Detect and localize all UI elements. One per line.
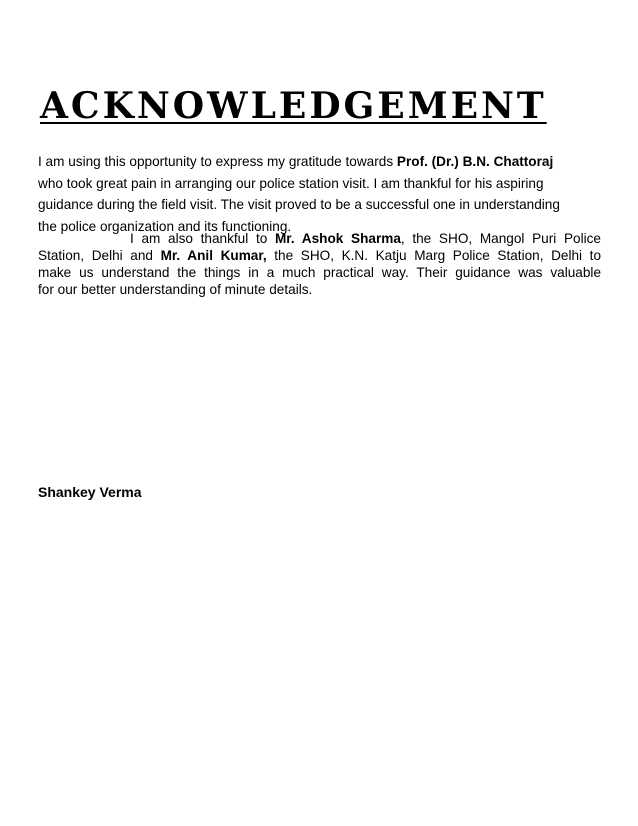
paragraph-text: Station, Delhi and [38,248,161,263]
paragraph-text: I am using this opportunity to express my gratitude towards [38,154,397,169]
paragraph-line: make us understand the things in a much practical way. Their guidance was valuable [38,265,601,280]
paragraph-thanks-sho [38,230,601,298]
sho-name-ashok-sharma: Mr. Ashok Sharma [274,231,401,246]
paragraph-line: who took great pain in arranging our police station visit. I am thankful for his aspiring [38,175,544,191]
paragraph-line [38,230,601,247]
paragraph-line: guidance during the field visit. The visit proved to be a successful one in understanding [38,197,560,212]
paragraph-line: for our better understanding of minute details. [38,282,313,297]
professor-name: Prof. (Dr.) B.N. Chattoraj [396,154,554,169]
page-title: ACKNOWLEDGEMENT [40,85,547,127]
paragraph-gratitude [38,151,606,237]
sho-name-anil-kumar: Mr. Anil Kumar, [160,248,267,263]
author-signature: Shankey Verma [38,484,142,500]
paragraph-line: the police organization and its functioning. [38,218,292,234]
paragraph-line [38,247,601,264]
paragraph-text: the SHO, K.N. Katju Marg Police Station, Delhi to [266,248,602,263]
paragraph-text: I am also thankful to [130,231,275,246]
paragraph-line [38,151,606,173]
paragraph-text: , the SHO, Mangol Puri Police [400,231,601,246]
